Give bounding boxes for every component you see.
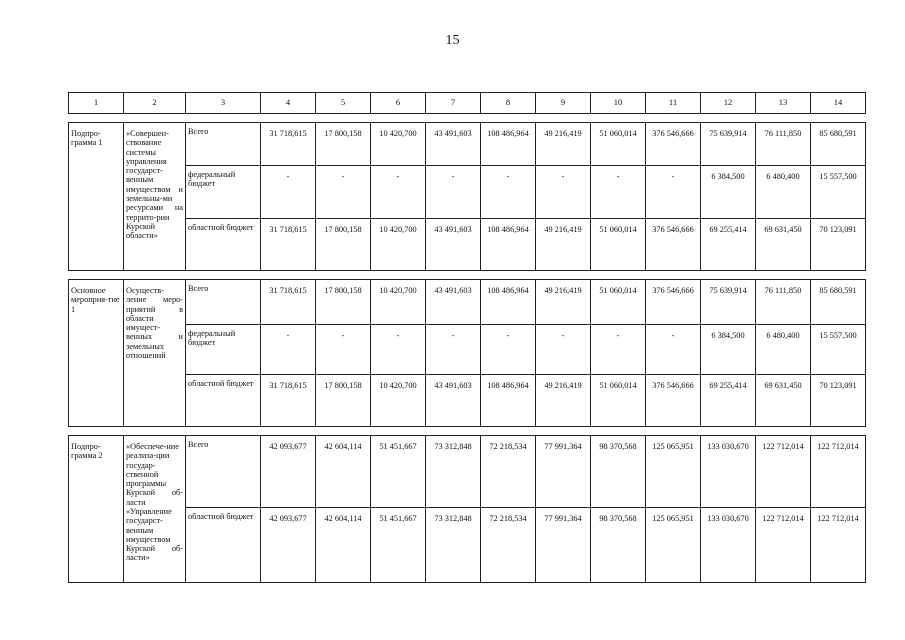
amount-cell: 75 639,914 [701, 123, 756, 166]
amount-cell: 69 631,450 [756, 375, 811, 427]
amount-cell: - [536, 325, 591, 375]
page-number: 15 [445, 33, 460, 48]
amount-cell: 43 491,603 [426, 219, 481, 271]
amount-cell: 6 384,500 [701, 166, 756, 219]
amount-cell: 42 093,677 [261, 508, 316, 583]
amount-cell: 108 486,964 [481, 123, 536, 166]
amount-cell: - [371, 325, 426, 375]
amount-cell: 72 218,534 [481, 508, 536, 583]
table-row [69, 166, 866, 219]
amount-cell: 49 216,419 [536, 280, 591, 325]
col-header: 7 [426, 93, 481, 114]
amount-cell: 376 546,666 [646, 375, 701, 427]
col-header: 10 [591, 93, 646, 114]
amount-cell: 85 680,591 [811, 280, 866, 325]
amount-cell: 122 712,014 [756, 436, 811, 508]
amount-cell: - [646, 166, 701, 219]
col-header: 12 [701, 93, 756, 114]
amount-cell: 51 060,014 [591, 280, 646, 325]
amount-cell: 376 546,666 [646, 123, 701, 166]
table-row [69, 375, 866, 427]
amount-cell: 49 216,419 [536, 375, 591, 427]
spacer-cell [69, 271, 866, 280]
amount-cell: - [591, 166, 646, 219]
col-header: 4 [261, 93, 316, 114]
amount-cell: 49 216,419 [536, 219, 591, 271]
amount-cell: 51 060,014 [591, 123, 646, 166]
budget-table [68, 92, 866, 583]
spacer-row [69, 114, 866, 123]
amount-cell: 42 604,114 [316, 508, 371, 583]
header-row [69, 93, 866, 114]
funding-source-cell: областной бюджет [186, 219, 261, 271]
amount-cell: 75 639,914 [701, 280, 756, 325]
amount-cell: 51 060,014 [591, 219, 646, 271]
amount-cell: 43 491,603 [426, 280, 481, 325]
amount-cell: - [261, 166, 316, 219]
amount-cell: - [316, 166, 371, 219]
amount-cell: 133 030,670 [701, 436, 756, 508]
funding-source-cell: областной бюджет [186, 375, 261, 427]
table-row [69, 325, 866, 375]
program-name-cell: Основное мероприя-тие 1 [69, 280, 124, 427]
amount-cell: 69 255,414 [701, 375, 756, 427]
amount-cell: 17 800,158 [316, 219, 371, 271]
amount-cell: 122 712,014 [756, 508, 811, 583]
amount-cell: 43 491,603 [426, 375, 481, 427]
amount-cell: 17 800,158 [316, 123, 371, 166]
col-header: 6 [371, 93, 426, 114]
col-header: 2 [124, 93, 186, 114]
col-header: 8 [481, 93, 536, 114]
amount-cell: 15 557,500 [811, 325, 866, 375]
amount-cell: 10 420,700 [371, 375, 426, 427]
amount-cell: 31 718,615 [261, 375, 316, 427]
amount-cell: 73 312,848 [426, 436, 481, 508]
amount-cell: 42 604,114 [316, 436, 371, 508]
amount-cell: 31 718,615 [261, 219, 316, 271]
amount-cell: 51 060,014 [591, 375, 646, 427]
amount-cell: 98 370,568 [591, 436, 646, 508]
amount-cell: - [261, 325, 316, 375]
amount-cell: - [481, 166, 536, 219]
table-row [69, 123, 866, 166]
amount-cell: - [426, 325, 481, 375]
amount-cell: 76 111,850 [756, 123, 811, 166]
amount-cell: 69 255,414 [701, 219, 756, 271]
amount-cell: 10 420,700 [371, 123, 426, 166]
funding-source-cell: федеральный бюджет [186, 166, 261, 219]
table-body [69, 93, 866, 583]
amount-cell: 69 631,450 [756, 219, 811, 271]
amount-cell: 76 111,850 [756, 280, 811, 325]
amount-cell: - [426, 166, 481, 219]
amount-cell: 376 546,666 [646, 219, 701, 271]
amount-cell: 6 480,400 [756, 325, 811, 375]
amount-cell: 98 370,568 [591, 508, 646, 583]
amount-cell: 51 451,667 [371, 508, 426, 583]
amount-cell: - [316, 325, 371, 375]
amount-cell: - [646, 325, 701, 375]
program-name-cell: Подпро-грамма 2 [69, 436, 124, 583]
amount-cell: 43 491,603 [426, 123, 481, 166]
amount-cell: 376 546,666 [646, 280, 701, 325]
program-description-cell: «Обеспече-ние реализа-ции государ-ственной программы Курской об-ласти «Управление государст-венным имуществом Курской об-ласти» [124, 436, 186, 583]
amount-cell: 49 216,419 [536, 123, 591, 166]
amount-cell: 10 420,700 [371, 219, 426, 271]
amount-cell: 15 557,500 [811, 166, 866, 219]
funding-source-cell: Всего [186, 280, 261, 325]
table-row [69, 436, 866, 508]
amount-cell: 6 384,500 [701, 325, 756, 375]
amount-cell: - [371, 166, 426, 219]
amount-cell: 125 065,951 [646, 436, 701, 508]
amount-cell: - [536, 166, 591, 219]
spacer-cell [69, 114, 866, 123]
amount-cell: 17 800,158 [316, 375, 371, 427]
spacer-cell [69, 427, 866, 436]
amount-cell: 10 420,700 [371, 280, 426, 325]
funding-source-cell: Всего [186, 436, 261, 508]
col-header: 11 [646, 93, 701, 114]
amount-cell: 77 991,364 [536, 508, 591, 583]
amount-cell: 70 123,091 [811, 219, 866, 271]
program-description-cell: Осуществ-ление меро-приятий в области имущест-венных и земельных отношений [124, 280, 186, 427]
amount-cell: 122 712,014 [811, 436, 866, 508]
amount-cell: 125 065,951 [646, 508, 701, 583]
col-header: 3 [186, 93, 261, 114]
amount-cell: 108 486,964 [481, 375, 536, 427]
funding-source-cell: Всего [186, 123, 261, 166]
amount-cell: 77 991,364 [536, 436, 591, 508]
amount-cell: 31 718,615 [261, 123, 316, 166]
amount-cell: 108 486,964 [481, 280, 536, 325]
table-row [69, 280, 866, 325]
program-name-cell: Подпро-грамма 1 [69, 123, 124, 271]
amount-cell: - [481, 325, 536, 375]
table-row [69, 219, 866, 271]
amount-cell: - [591, 325, 646, 375]
amount-cell: 72 218,534 [481, 436, 536, 508]
amount-cell: 85 680,591 [811, 123, 866, 166]
funding-source-cell: областной бюджет [186, 508, 261, 583]
amount-cell: 73 312,848 [426, 508, 481, 583]
table-row [69, 508, 866, 583]
col-header: 14 [811, 93, 866, 114]
amount-cell: 31 718,615 [261, 280, 316, 325]
amount-cell: 17 800,158 [316, 280, 371, 325]
program-description-cell: «Совершен-ствование системы управления государст-венным имуществом и земельны-ми ресурсами на террито-рии Курской области» [124, 123, 186, 271]
col-header: 9 [536, 93, 591, 114]
spacer-row [69, 271, 866, 280]
amount-cell: 108 486,964 [481, 219, 536, 271]
col-header: 5 [316, 93, 371, 114]
amount-cell: 6 480,400 [756, 166, 811, 219]
col-header: 13 [756, 93, 811, 114]
col-header: 1 [69, 93, 124, 114]
amount-cell: 122 712,014 [811, 508, 866, 583]
amount-cell: 70 123,091 [811, 375, 866, 427]
amount-cell: 42 093,677 [261, 436, 316, 508]
amount-cell: 133 030,670 [701, 508, 756, 583]
amount-cell: 51 451,667 [371, 436, 426, 508]
spacer-row [69, 427, 866, 436]
funding-source-cell: федеральный бюджет [186, 325, 261, 375]
